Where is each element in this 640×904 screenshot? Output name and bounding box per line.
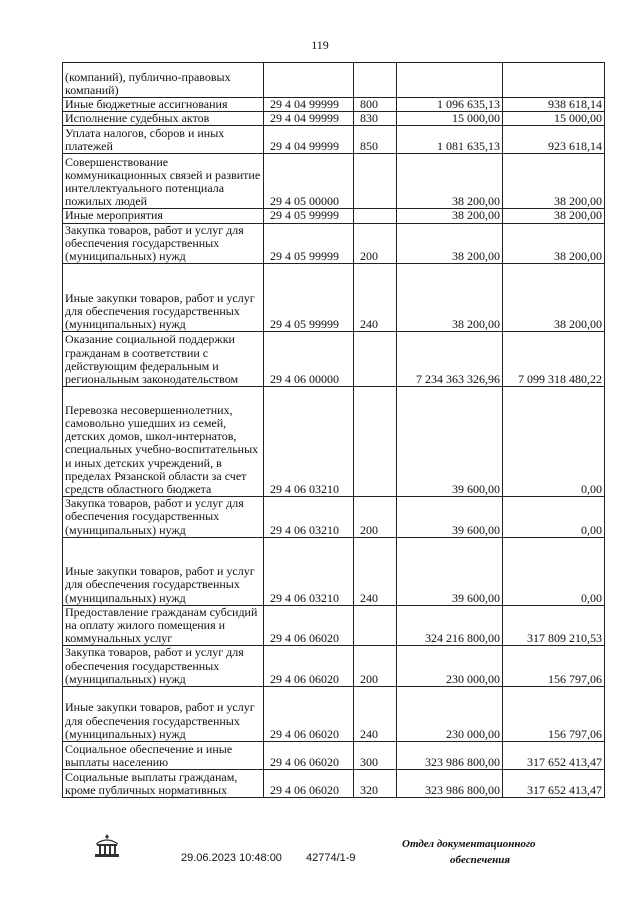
row-name-cell: Закупка товаров, работ и услуг для обеспечения государственных (муниципальных) нужд [63,223,264,264]
table-row [63,264,605,332]
row-name-cell: Социальное обеспечение и иные выплаты населению [63,742,264,770]
row-code-cell [264,63,354,98]
row-expense-type-cell [354,209,397,223]
row-sum-plan-cell: 38 200,00 [397,154,503,209]
row-sum-plan-cell: 38 200,00 [397,264,503,332]
row-sum-plan-cell: 323 986 800,00 [397,770,503,798]
row-code-cell: 29 4 05 99999 [264,264,354,332]
row-sum-plan-cell: 230 000,00 [397,646,503,687]
row-name-cell: (компаний), публично-правовых компаний) [63,63,264,98]
table-row [63,332,605,387]
department-label-line2: обеспечения [450,854,511,866]
department-label: Отдел документационного [402,838,536,850]
row-expense-type-cell: 300 [354,742,397,770]
row-expense-type-cell: 320 [354,770,397,798]
table-row [63,646,605,687]
row-name-cell: Уплата налогов, сборов и иных платежей [63,126,264,154]
row-code-cell: 29 4 04 99999 [264,126,354,154]
table-row [63,112,605,126]
row-sum-actual-cell: 38 200,00 [503,264,605,332]
row-name-cell: Иные бюджетные ассигнования [63,98,264,112]
row-sum-plan-cell: 230 000,00 [397,687,503,742]
table-row [63,687,605,742]
row-sum-actual-cell: 0,00 [503,497,605,538]
row-expense-type-cell [354,154,397,209]
row-sum-actual-cell: 0,00 [503,387,605,497]
table-row [63,154,605,209]
table-row [63,223,605,264]
row-expense-type-cell: 800 [354,98,397,112]
row-sum-plan-cell: 38 200,00 [397,223,503,264]
row-code-cell: 29 4 05 99999 [264,209,354,223]
row-name-cell: Иные закупки товаров, работ и услуг для обеспечения государственных (муниципальных) нужд [63,537,264,605]
table-row [63,126,605,154]
table-row [63,497,605,538]
row-expense-type-cell [354,387,397,497]
duma-emblem-icon [92,832,122,860]
row-sum-actual-cell: 923 618,14 [503,126,605,154]
row-name-cell: Предоставление гражданам субсидий на оплату жилого помещения и коммунальных услуг [63,605,264,646]
row-expense-type-cell: 200 [354,646,397,687]
row-expense-type-cell: 240 [354,687,397,742]
row-code-cell: 29 4 06 06020 [264,687,354,742]
row-sum-plan-cell: 323 986 800,00 [397,742,503,770]
row-name-cell: Иные мероприятия [63,209,264,223]
table-row [63,770,605,798]
row-name-cell: Закупка товаров, работ и услуг для обеспечения государственных (муниципальных) нужд [63,497,264,538]
table-row [63,605,605,646]
row-sum-plan-cell: 38 200,00 [397,209,503,223]
row-name-cell: Исполнение судебных актов [63,112,264,126]
row-name-cell: Иные закупки товаров, работ и услуг для обеспечения государственных (муниципальных) нужд [63,687,264,742]
row-code-cell: 29 4 06 06020 [264,770,354,798]
stamp-document-id: 42774/1-9 [306,852,356,864]
row-sum-plan-cell: 15 000,00 [397,112,503,126]
row-code-cell: 29 4 06 06020 [264,742,354,770]
table-row [63,209,605,223]
row-sum-plan-cell: 1 081 635,13 [397,126,503,154]
row-sum-actual-cell: 7 099 318 480,22 [503,332,605,387]
row-sum-actual-cell: 15 000,00 [503,112,605,126]
row-sum-actual-cell: 317 652 413,47 [503,742,605,770]
row-expense-type-cell [354,605,397,646]
stamp-timestamp: 29.06.2023 10:48:00 [181,852,282,864]
row-sum-plan-cell: 39 600,00 [397,387,503,497]
row-code-cell: 29 4 05 00000 [264,154,354,209]
row-code-cell: 29 4 04 99999 [264,98,354,112]
row-code-cell: 29 4 06 06020 [264,646,354,687]
row-name-cell: Социальные выплаты гражданам, кроме публичных нормативных [63,770,264,798]
table-row [63,537,605,605]
page-number: 119 [311,38,329,52]
row-name-cell: Закупка товаров, работ и услуг для обеспечения государственных (муниципальных) нужд [63,646,264,687]
row-code-cell: 29 4 06 03210 [264,387,354,497]
row-sum-actual-cell [503,63,605,98]
row-code-cell: 29 4 06 03210 [264,537,354,605]
row-expense-type-cell [354,332,397,387]
row-sum-actual-cell: 156 797,06 [503,687,605,742]
row-code-cell: 29 4 04 99999 [264,112,354,126]
row-code-cell: 29 4 06 03210 [264,497,354,538]
row-sum-actual-cell: 938 618,14 [503,98,605,112]
row-name-cell: Перевозка несовершеннолетних, самовольно ушедших из семей, детских домов, школ-интернатов, специальных учебно-воспитательных и иных детских учреждений, в пределах Рязанской области за счет средств областного бюджета [63,387,264,497]
row-expense-type-cell [354,63,397,98]
row-name-cell: Оказание социальной поддержки гражданам в соответствии с действующим федеральным и региональным законодательством [63,332,264,387]
budget-table [62,62,605,798]
row-expense-type-cell: 240 [354,264,397,332]
row-expense-type-cell: 850 [354,126,397,154]
row-sum-plan-cell: 1 096 635,13 [397,98,503,112]
row-sum-actual-cell: 38 200,00 [503,154,605,209]
row-name-cell: Совершенствование коммуникационных связей и развитие интеллектуального потенциала пожилых людей [63,154,264,209]
row-sum-actual-cell: 0,00 [503,537,605,605]
row-sum-plan-cell: 324 216 800,00 [397,605,503,646]
row-expense-type-cell: 240 [354,537,397,605]
row-expense-type-cell: 200 [354,497,397,538]
row-code-cell: 29 4 05 99999 [264,223,354,264]
row-expense-type-cell: 200 [354,223,397,264]
row-code-cell: 29 4 06 00000 [264,332,354,387]
row-sum-plan-cell: 7 234 363 326,96 [397,332,503,387]
row-sum-actual-cell: 156 797,06 [503,646,605,687]
row-sum-actual-cell: 317 809 210,53 [503,605,605,646]
row-sum-plan-cell: 39 600,00 [397,497,503,538]
row-sum-plan-cell [397,63,503,98]
table-row [63,98,605,112]
row-name-cell: Иные закупки товаров, работ и услуг для обеспечения государственных (муниципальных) нужд [63,264,264,332]
row-code-cell: 29 4 06 06020 [264,605,354,646]
row-sum-actual-cell: 317 652 413,47 [503,770,605,798]
row-sum-plan-cell: 39 600,00 [397,537,503,605]
row-sum-actual-cell: 38 200,00 [503,223,605,264]
row-expense-type-cell: 830 [354,112,397,126]
table-row [63,742,605,770]
table-row [63,387,605,497]
row-sum-actual-cell: 38 200,00 [503,209,605,223]
table-row [63,63,605,98]
